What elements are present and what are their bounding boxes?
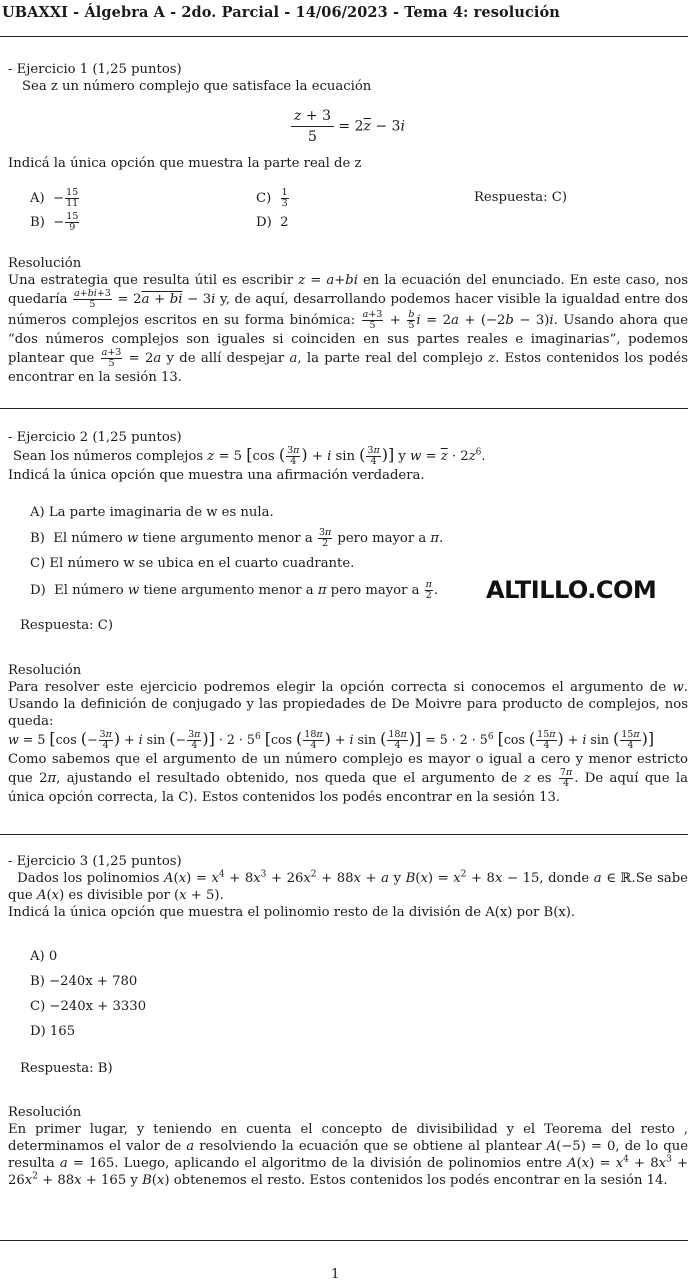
exercise-1-answer: Respuesta: C) (474, 190, 568, 205)
resolution-title: Resolución (8, 663, 82, 678)
resolution-text: En primer lugar, y teniendo en cuenta el concepto de divisibilidad y el Teorema del resto , determinamos el valor de a resolviendo la ecuación que se obtiene al plantear A(−5) = 0, de lo que resulta a = 165. Luego, aplicando el algoritmo de la división de polinomios entre $A(x) = x^4 + 8x^3 + 26x^2 + 88x + 165$ y B(x) obtenemos el resto. Estos contenidos los podés encontrar en la sesión 14. (8, 1122, 688, 1188)
exercise-1-equation: $\frac{z + 3}{5} = 2\overline{z} - 3i$ (8, 106, 688, 147)
exercise-3-resolution (8, 1104, 688, 1189)
exercise-2-prompt: Indicá la única opción que muestra una afirmación verdadera. (8, 468, 425, 483)
exercise-1-resolution (8, 255, 688, 386)
exercise-1 (8, 61, 688, 95)
exercise-2-option-b: B) El número w tiene argumento menor a $\frac{3\pi}{2}$ pero mayor a π. (30, 527, 444, 549)
exercise-2-option-a: A) La parte imaginaria de w es nula. (30, 505, 274, 520)
exercise-3-option-c: C) −240x + 3330 (30, 999, 147, 1014)
resolution-formula: w = 5 [cos (− $\frac{3\pi}{4}$ ) + i sin (− $\frac{3\pi}{4}$ )] · $2 \cdot 5^6$ [cos ( $\frac{18\pi}{4}$ ) + i sin ( $\frac{18\pi}{4}$ )] = $5 \cdot 2 \cdot 5^6$ [cos ( $\frac{15\pi}{4}$ ) + i sin ( $\frac{15\pi}{4}$ )] (8, 729, 655, 751)
exercise-2-answer: Respuesta: C) (20, 618, 114, 633)
exercise-1-option-b: B) − $\frac{15}{9}$ (30, 211, 79, 233)
exercise-3-statement: Dados los polinomios $A(x) = x^4 + 8x^3 + 26x^2 + 88x + a$ y $B(x) = x^2 + 8x - 15$, donde a ∈ ℝ.Se sabe que A(x) es divisible por (x + 5). (8, 869, 688, 903)
divider (0, 408, 688, 409)
page-header: UBAXXI - Álgebra A - 2do. Parcial - 14/06/2023 - Tema 4: resolución (2, 4, 560, 21)
exercise-1-option-a: A) − $\frac{15}{11}$ (30, 187, 79, 209)
exercise-3-option-d: D) 165 (30, 1024, 76, 1039)
exercise-3 (8, 853, 688, 921)
divider (0, 834, 688, 835)
exercise-3-option-a: A) 0 (30, 949, 58, 964)
exercise-1-option-d: D) 2 (256, 215, 289, 230)
resolution-text: Para resolver este ejercicio podremos elegir la opción correcta si conocemos el argumento de w. Usando la definición de conjugado y las propiedades de De Moivre para producto de complejos, nos queda: (8, 680, 688, 729)
watermark: ALTILLO.COM (486, 576, 657, 604)
resolution-title: Resolución (8, 256, 82, 271)
exercise-2-option-d: D) El número w tiene argumento menor a π pero mayor a $\frac{\pi}{2}$ . (30, 579, 439, 601)
resolution-text: Como sabemos que el argumento de un número complejo es mayor o igual a cero y menor estricto que 2π, ajustando el resultado obtenido, nos queda que el argumento de z es $\frac{7\pi}{4}$ . De aquí que la única opción correcta, la C). Estos contenidos los podés encontrar en la sesión 13. (8, 752, 688, 805)
exercise-2-resolution (8, 662, 688, 806)
resolution-text: Una estrategia que resulta útil es escribir z = a+bi en la ecuación del enunciado. En este caso, nos quedaría $\frac{a+bi+3}{5}$ = 2a + bi − 3i y, de aquí, desarrollando podemos hacer visible la igualdad entre dos números complejos escritos en su forma binómica: $\frac{a+3}{5}$ + $\frac{b}{5}$ i = 2a + (−2b − 3)i. Usando ahora que “dos números complejos son iguales si coinciden en sus partes reales e imaginarias”, podemos plantear que $\frac{a+3}{5}$ = 2a y de allí despejar a, la parte real del complejo z. Estos contenidos los podés encontrar en la sesión 13. (8, 273, 689, 385)
exercise-1-option-c: C) $\frac{1}{3}$ (256, 187, 288, 209)
exercise-3-option-b: B) −240x + 780 (30, 974, 138, 989)
exercise-1-heading: - Ejercicio 1 (1,25 puntos) (8, 62, 182, 77)
exercise-2-heading: - Ejercicio 2 (1,25 puntos) (8, 430, 182, 445)
exercise-1-statement: Sea z un número complejo que satisface la ecuación (22, 79, 372, 94)
divider (0, 1240, 688, 1241)
exercise-2-option-c: C) El número w se ubica en el cuarto cuadrante. (30, 556, 355, 571)
exercise-3-answer: Respuesta: B) (20, 1061, 113, 1076)
exercise-1-prompt: Indicá la única opción que muestra la parte real de z (8, 156, 362, 171)
page-number: 1 (331, 1267, 340, 1282)
divider (0, 36, 688, 37)
resolution-title: Resolución (8, 1105, 82, 1120)
exercise-2 (8, 429, 688, 484)
exercise-2-statement: Sean los números complejos z = 5 [cos ( $\frac{3\pi}{4}$ ) + i sin ( $\frac{3\pi}{4}$ )] y $w = \overline{z} \cdot 2z^6$. (13, 445, 486, 467)
exercise-3-prompt: Indicá la única opción que muestra el polinomio resto de la división de A(x) por B(x). (8, 905, 576, 920)
exercise-3-heading: - Ejercicio 3 (1,25 puntos) (8, 854, 182, 869)
